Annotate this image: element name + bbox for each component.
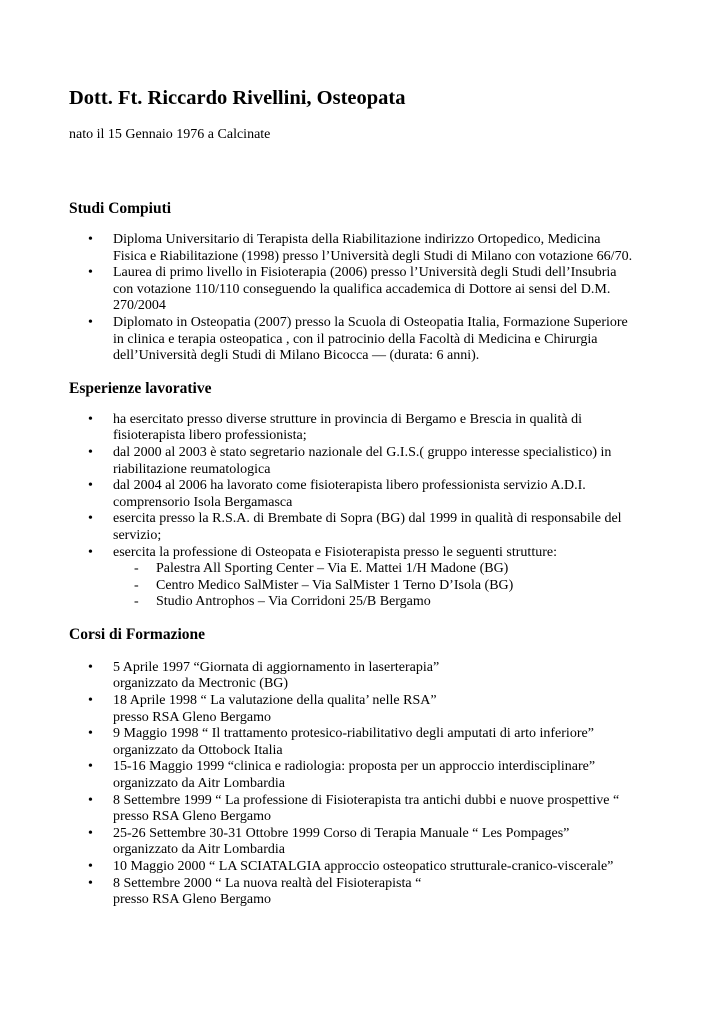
list-item: • Diplomato in Osteopatia (2007) presso la Scuola di Osteopatia Italia, Formazione Superiore in clinica e terapia osteopatica , con il patrocinio della Facoltà di Medicina e Chirurgia dell’Università degli Studi di Milano Bicocca — (durata: 6 anni).: [69, 315, 669, 365]
document-page: [69, 84, 669, 909]
list-item: • 5 Aprile 1997 “Giornata di aggiornamento in laserterapia” organizzato da Mectronic (BG): [69, 660, 669, 693]
list-item: • 9 Maggio 1998 “ Il trattamento protesico-riabilitativo degli amputati di arto inferiore” organizzato da Ottobock Italia: [69, 726, 669, 759]
document-title: Dott. Ft. Riccardo Rivellini, Osteopata: [69, 87, 406, 109]
list-item: • 25-26 Settembre 30-31 Ottobre 1999 Corso di Terapia Manuale “ Les Pompages” organizzato da Aitr Lombardia: [69, 826, 669, 859]
list-item: • 10 Maggio 2000 “ LA SCIATALGIA approccio osteopatico strutturale-cranico-viscerale”: [69, 859, 669, 876]
struttura-item: - Centro Medico SalMister – Via SalMister 1 Terno D’Isola (BG): [69, 578, 669, 595]
list-item: • 8 Settembre 1999 “ La professione di Fisioterapista tra antichi dubbi e nuove prospettive “ presso RSA Gleno Bergamo: [69, 793, 669, 826]
list-item: • ha esercitato presso diverse strutture in provincia di Bergamo e Brescia in qualità di fisioterapista libero professionista;: [69, 412, 669, 445]
birth-info: nato il 15 Gennaio 1976 a Calcinate: [69, 127, 271, 142]
list-item: • 15-16 Maggio 1999 “clinica e radiologia: proposta per un approccio interdisciplinare” organizzato da Aitr Lombardia: [69, 759, 669, 792]
struttura-item: - Palestra All Sporting Center – Via E. Mattei 1/H Madone (BG): [69, 561, 669, 578]
list-item: • esercita presso la R.S.A. di Brembate di Sopra (BG) dal 1999 in qualità di responsabile del servizio;: [69, 511, 669, 544]
corsi-list: [69, 660, 669, 909]
section-title-esperienze: Esperienze lavorative: [69, 379, 212, 397]
list-item: • 8 Settembre 2000 “ La nuova realtà del Fisioterapista “ presso RSA Gleno Bergamo: [69, 876, 669, 909]
list-item: • Laurea di primo livello in Fisioterapia (2006) presso l’Università degli Studi dell’Insubria con votazione 110/110 conseguendo la qualifica accademica di Dottore ai sensi del D.M. 270/2004: [69, 265, 669, 315]
list-item: • Diploma Universitario di Terapista della Riabilitazione indirizzo Ortopedico, Medicina Fisica e Riabilitazione (1998) presso l’Università degli Studi di Milano con votazione 66/70.: [69, 232, 669, 265]
list-item: • dal 2004 al 2006 ha lavorato come fisioterapista libero professionista servizio A.D.I. comprensorio Isola Bergamasca: [69, 478, 669, 511]
struttura-item: - Studio Antrophos – Via Corridoni 25/B Bergamo: [69, 594, 669, 611]
esperienze-list: [69, 412, 669, 611]
list-item: • esercita la professione di Osteopata e Fisioterapista presso le seguenti strutture: - Palestra All Sporting Center – Via E. Mattei 1/H Madone (BG) - Centro Medico SalMister – Via SalMister 1 Terno D’Isola (BG) - Studio Antrophos – Via Corridoni 25/B Bergamo: [69, 545, 669, 611]
list-item: • dal 2000 al 2003 è stato segretario nazionale del G.I.S.( gruppo interesse specialistico) in riabilitazione reumatologica: [69, 445, 669, 478]
studi-list: [69, 232, 669, 365]
section-title-studi: Studi Compiuti: [69, 200, 172, 217]
section-title-corsi: Corsi di Formazione: [69, 625, 206, 643]
strutture-list: [113, 561, 669, 611]
list-item: • 18 Aprile 1998 “ La valutazione della qualita’ nelle RSA” presso RSA Gleno Bergamo: [69, 693, 669, 726]
